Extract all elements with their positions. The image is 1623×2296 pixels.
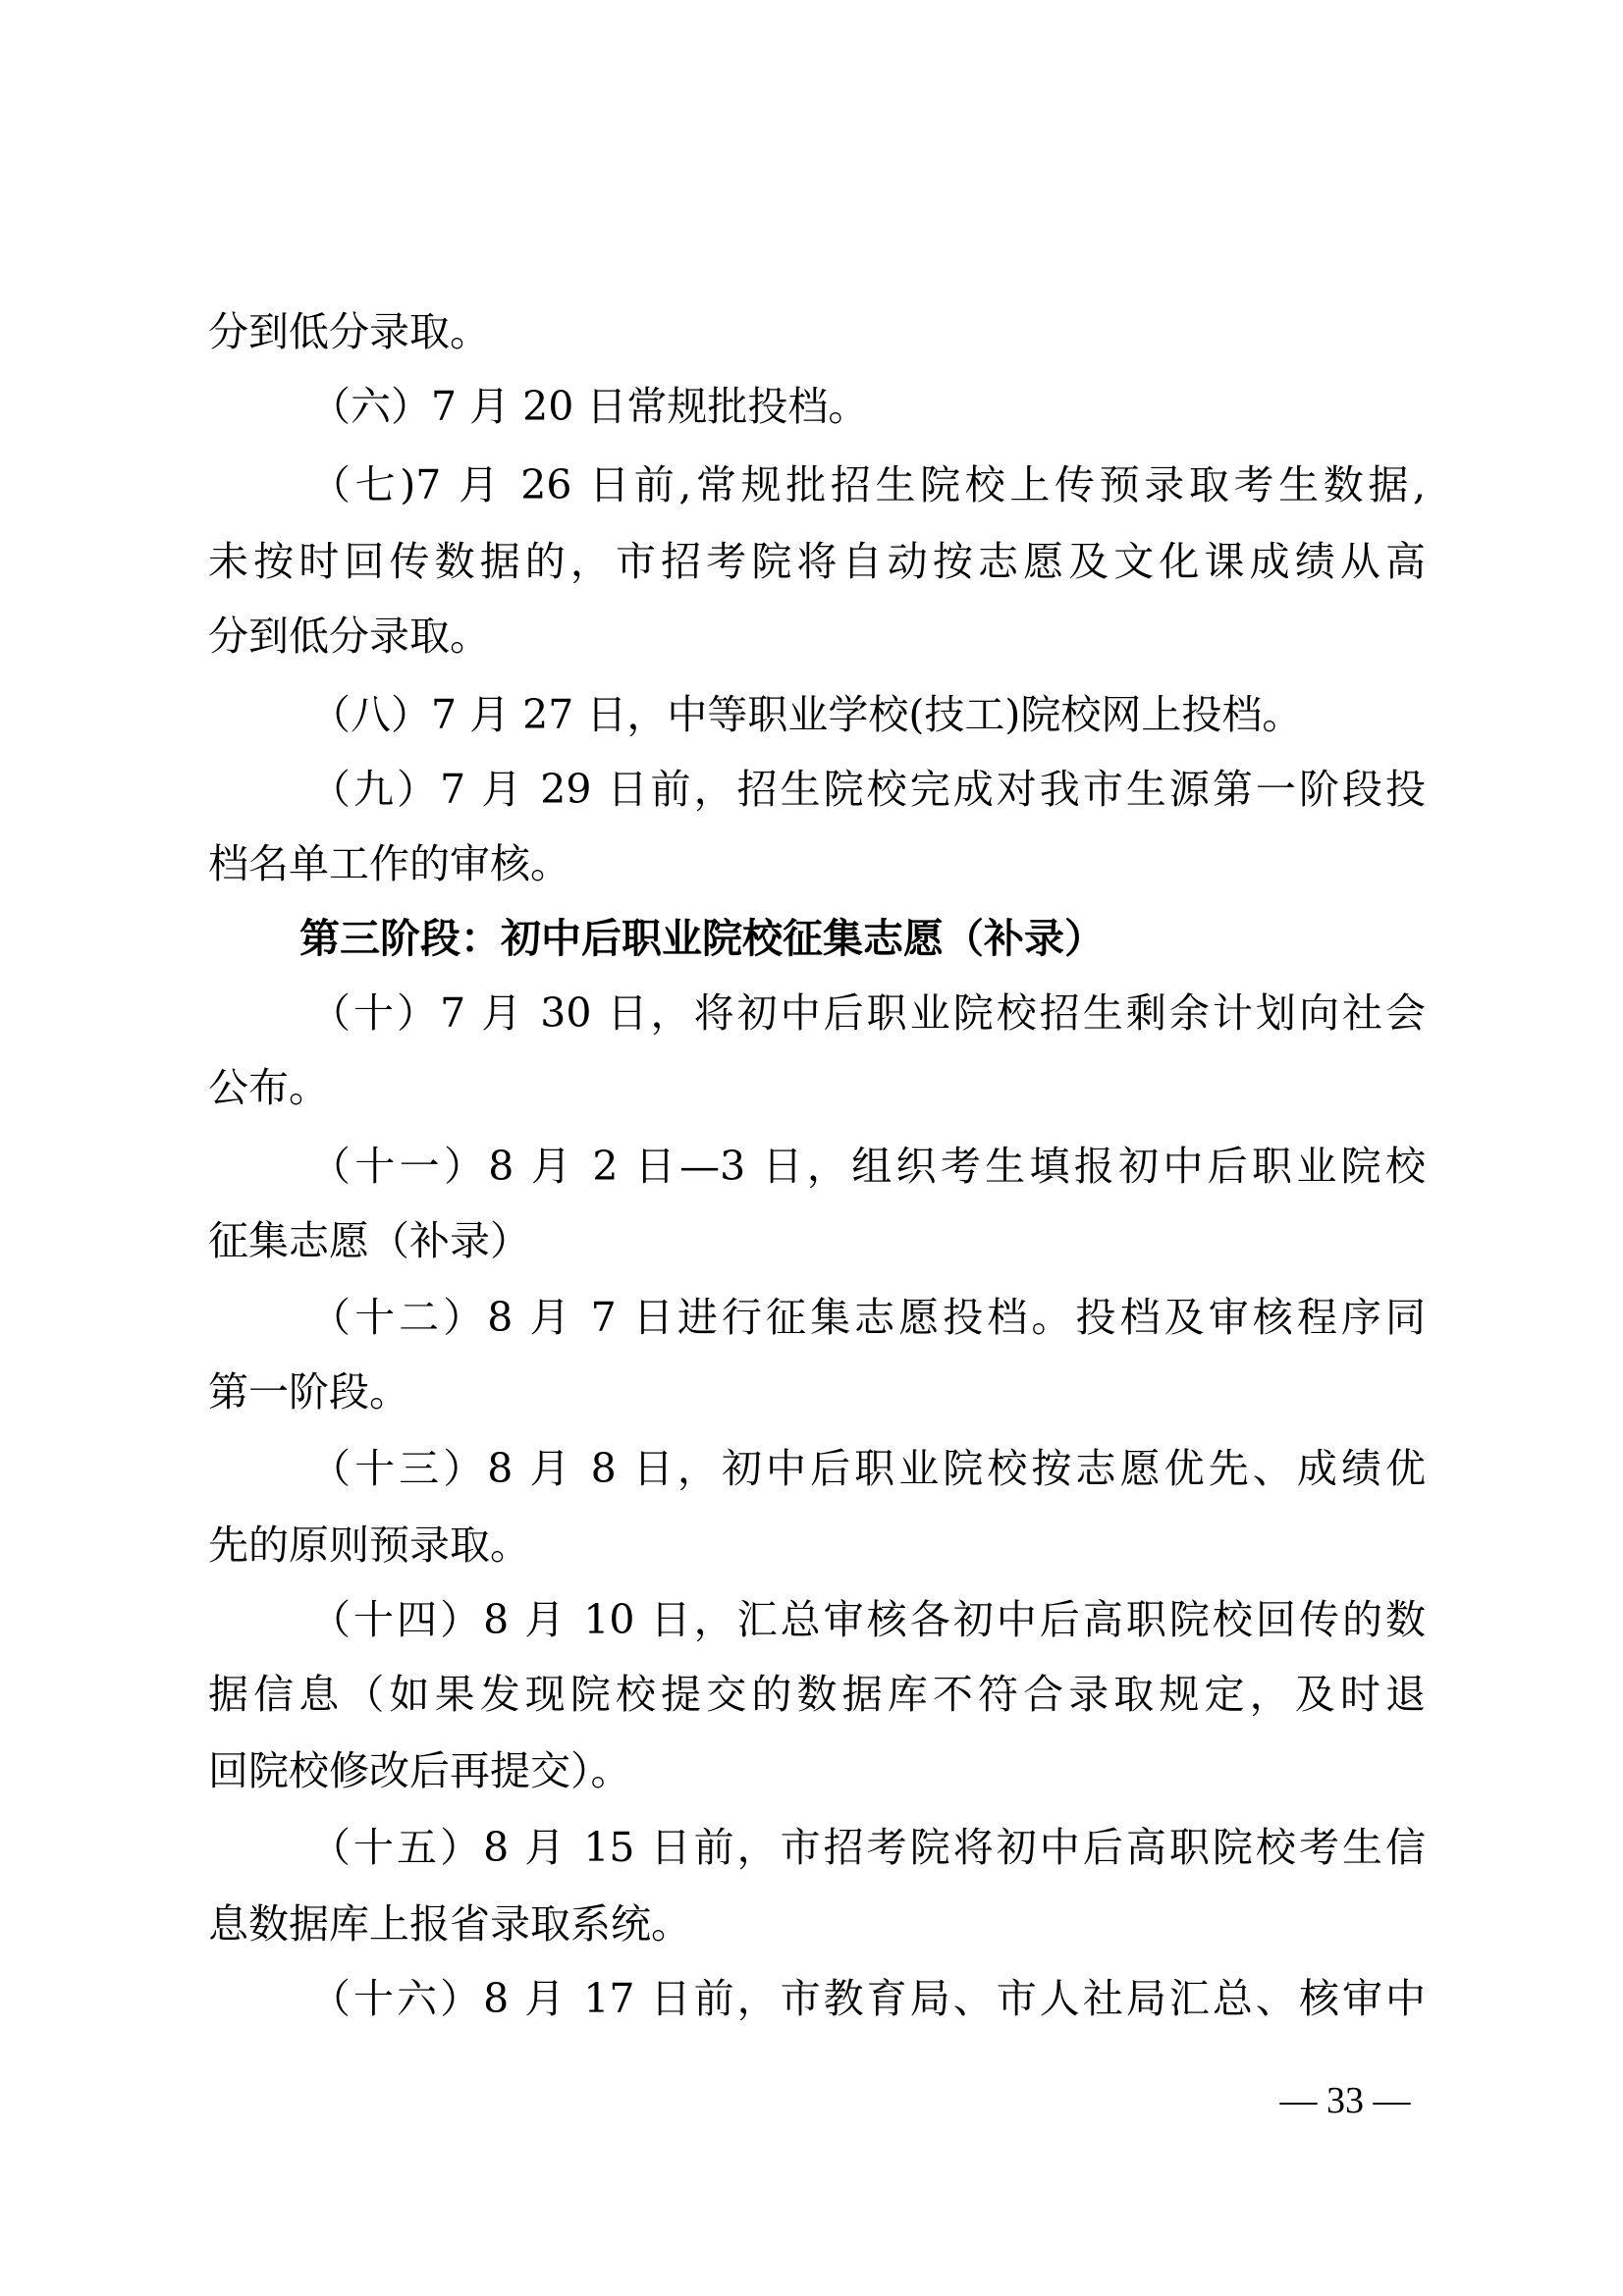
text-line: 据信息（如果发现院校提交的数据库不符合录取规定，及时退	[208, 1671, 1426, 1718]
text-line: 回院校修改后再提交）。	[208, 1747, 631, 1794]
text-line: 分到低分录取。	[208, 613, 490, 660]
text-line: 息数据库上报省录取系统。	[208, 1900, 691, 1948]
text-line: 第一阶段。	[208, 1368, 409, 1415]
text-line: （八）7 月 27 日，中等职业学校(技工)院校网上投档。	[310, 691, 1303, 738]
text-line: （十三）8 月 8 日，初中后职业院校按志愿优先、成绩优	[310, 1445, 1426, 1492]
text-line: （十二）8 月 7 日进行征集志愿投档。投档及审核程序同	[310, 1294, 1426, 1341]
text-line: 档名单工作的审核。	[208, 840, 570, 887]
text-line: （六）7 月 20 日常规批投档。	[310, 383, 869, 430]
text-line: 征集志愿（补录）	[208, 1217, 530, 1264]
text-line: （十）7 月 30 日，将初中后职业院校招生剩余计划向社会	[310, 989, 1426, 1037]
text-line: 分到低分录取。	[208, 308, 490, 355]
text-line: （十一）8 月 2 日—3 日，组织考生填报初中后职业院校	[310, 1143, 1426, 1190]
text-line: （九）7 月 29 日前，招生院校完成对我市生源第一阶段投	[310, 766, 1426, 813]
text-line: 公布。	[208, 1064, 329, 1111]
text-line: 先的原则预录取。	[208, 1522, 530, 1569]
text-line: （七)7 月 26 日前,常规批招生院校上传预录取考生数据,	[310, 461, 1426, 508]
text-line: （十五）8 月 15 日前，市招考院将初中后高职院校考生信	[310, 1824, 1426, 1871]
section-heading: 第三阶段：初中后职业院校征集志愿（补录）	[299, 915, 1105, 962]
text-line: 未按时回传数据的，市招考院将自动按志愿及文化课成绩从高	[208, 538, 1426, 585]
text-line: （十四）8 月 10 日，汇总审核各初中后高职院校回传的数	[310, 1596, 1426, 1643]
text-line: （十六）8 月 17 日前，市教育局、市人社局汇总、核审中	[310, 1975, 1426, 2022]
page-number: — 33 —	[1279, 2080, 1411, 2121]
